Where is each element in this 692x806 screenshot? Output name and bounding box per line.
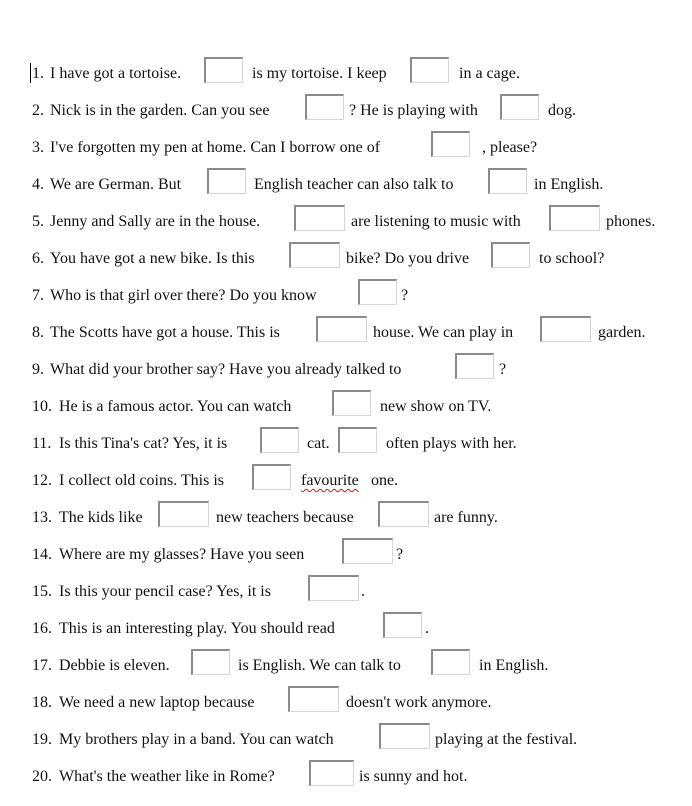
sentence-number: 7. [32, 287, 44, 304]
spelling-flagged-word: favourite [301, 472, 359, 489]
answer-blank[interactable] [158, 501, 209, 527]
sentence-text: ? [401, 287, 409, 304]
sentence-number: 2. [32, 102, 44, 119]
answer-blank[interactable] [316, 316, 367, 342]
sentence-text: What did your brother say? Have you already talked to [50, 361, 402, 378]
sentence-text: Is this your pencil case? Yes, it is [59, 583, 271, 600]
answer-blank[interactable] [294, 205, 345, 231]
sentence-text: ? He is playing with [349, 102, 478, 119]
answer-blank[interactable] [207, 168, 246, 194]
answer-blank[interactable] [260, 427, 299, 453]
sentence-text: in English. [479, 657, 549, 674]
answer-blank[interactable] [431, 649, 470, 675]
sentence-number: 5. [32, 213, 44, 230]
sentence-text: is sunny and hot. [359, 768, 468, 785]
sentence-number: 16. [32, 620, 52, 637]
answer-blank[interactable] [342, 538, 393, 564]
sentence-text: is my tortoise. I keep [252, 65, 387, 82]
sentence-text: Debbie is eleven. [59, 657, 170, 674]
sentence-text: often plays with her. [386, 435, 517, 452]
sentence-text: is English. We can talk to [238, 657, 401, 674]
sentence-text: playing at the festival. [435, 731, 578, 748]
sentence-text: Where are my glasses? Have you seen [59, 546, 305, 563]
sentence-text: I collect old coins. This is [59, 472, 225, 489]
sentence-number: 15. [32, 583, 52, 600]
answer-blank[interactable] [289, 242, 340, 268]
answer-blank[interactable] [204, 57, 243, 83]
answer-blank[interactable] [308, 575, 359, 601]
sentence-text: are listening to music with [351, 213, 521, 230]
sentence-text: Nick is in the garden. Can you see [50, 102, 270, 119]
sentence-text: Who is that girl over there? Do you know [50, 287, 317, 304]
sentence-number: 9. [32, 361, 44, 378]
sentence-text: phones. [606, 213, 656, 230]
sentence-text: I've forgotten my pen at home. Can I borrow one of [50, 139, 381, 156]
sentence-text: Jenny and Sally are in the house. [50, 213, 261, 230]
sentence-number: 8. [32, 324, 44, 341]
answer-blank[interactable] [379, 723, 430, 749]
sentence-text: to school? [539, 250, 605, 267]
sentence-number: 20. [32, 768, 52, 785]
sentence-number: 12. [32, 472, 52, 489]
answer-blank[interactable] [491, 242, 530, 268]
sentence-text: one. [371, 472, 399, 489]
answer-blank[interactable] [288, 686, 339, 712]
answer-blank[interactable] [332, 390, 371, 416]
sentence-text: , please? [482, 139, 538, 156]
sentence-text: My brothers play in a band. You can watch [59, 731, 334, 748]
sentence-text: in English. [534, 176, 604, 193]
answer-blank[interactable] [252, 464, 291, 490]
answer-blank[interactable] [549, 205, 600, 231]
sentence-number: 3. [32, 139, 44, 156]
answer-blank[interactable] [410, 57, 449, 83]
sentence-text: . [425, 620, 429, 637]
sentence-text: new show on TV. [380, 398, 492, 415]
answer-blank[interactable] [191, 649, 230, 675]
sentence-text: garden. [598, 324, 646, 341]
sentence-number: 17. [32, 657, 52, 674]
answer-blank[interactable] [309, 760, 354, 786]
sentence-text: He is a famous actor. You can watch [59, 398, 292, 415]
sentence-number: 19. [32, 731, 52, 748]
sentence-text: doesn't work anymore. [346, 694, 492, 711]
answer-blank[interactable] [358, 279, 397, 305]
sentence-text: new teachers because [216, 509, 354, 526]
sentence-text: The kids like [59, 509, 143, 526]
sentence-text: house. We can play in [373, 324, 514, 341]
answer-blank[interactable] [455, 353, 494, 379]
text-cursor [30, 63, 31, 83]
sentence-number: 10. [32, 398, 52, 415]
sentence-text: . [361, 583, 365, 600]
answer-blank[interactable] [305, 94, 344, 120]
sentence-text: dog. [548, 102, 576, 119]
answer-blank[interactable] [383, 612, 422, 638]
sentence-text: I have got a tortoise. [50, 65, 182, 82]
sentence-number: 13. [32, 509, 52, 526]
sentence-text: in a cage. [459, 65, 520, 82]
sentence-number: 4. [32, 176, 44, 193]
sentence-text: The Scotts have got a house. This is [50, 324, 280, 341]
sentence-text: English teacher can also talk to [254, 176, 454, 193]
sentence-text: You have got a new bike. Is this [50, 250, 255, 267]
sentence-text: We need a new laptop because [59, 694, 255, 711]
sentence-number: 14. [32, 546, 52, 563]
sentence-number: 18. [32, 694, 52, 711]
sentence-text: cat. [307, 435, 330, 452]
sentence-text: ? [396, 546, 404, 563]
sentence-text: are funny. [434, 509, 498, 526]
sentence-text: bike? Do you drive [346, 250, 470, 267]
answer-blank[interactable] [338, 427, 377, 453]
answer-blank[interactable] [500, 94, 539, 120]
answer-blank[interactable] [540, 316, 591, 342]
answer-blank[interactable] [431, 131, 470, 157]
answer-blank[interactable] [488, 168, 527, 194]
sentence-text: We are German. But [50, 176, 182, 193]
sentence-number: 1. [32, 65, 44, 82]
answer-blank[interactable] [378, 501, 429, 527]
sentence-text: What's the weather like in Rome? [59, 768, 275, 785]
sentence-text: This is an interesting play. You should read [59, 620, 335, 637]
sentence-number: 11. [32, 435, 52, 452]
sentence-text: ? [499, 361, 507, 378]
sentence-text: Is this Tina's cat? Yes, it is [59, 435, 228, 452]
sentence-number: 6. [32, 250, 44, 267]
